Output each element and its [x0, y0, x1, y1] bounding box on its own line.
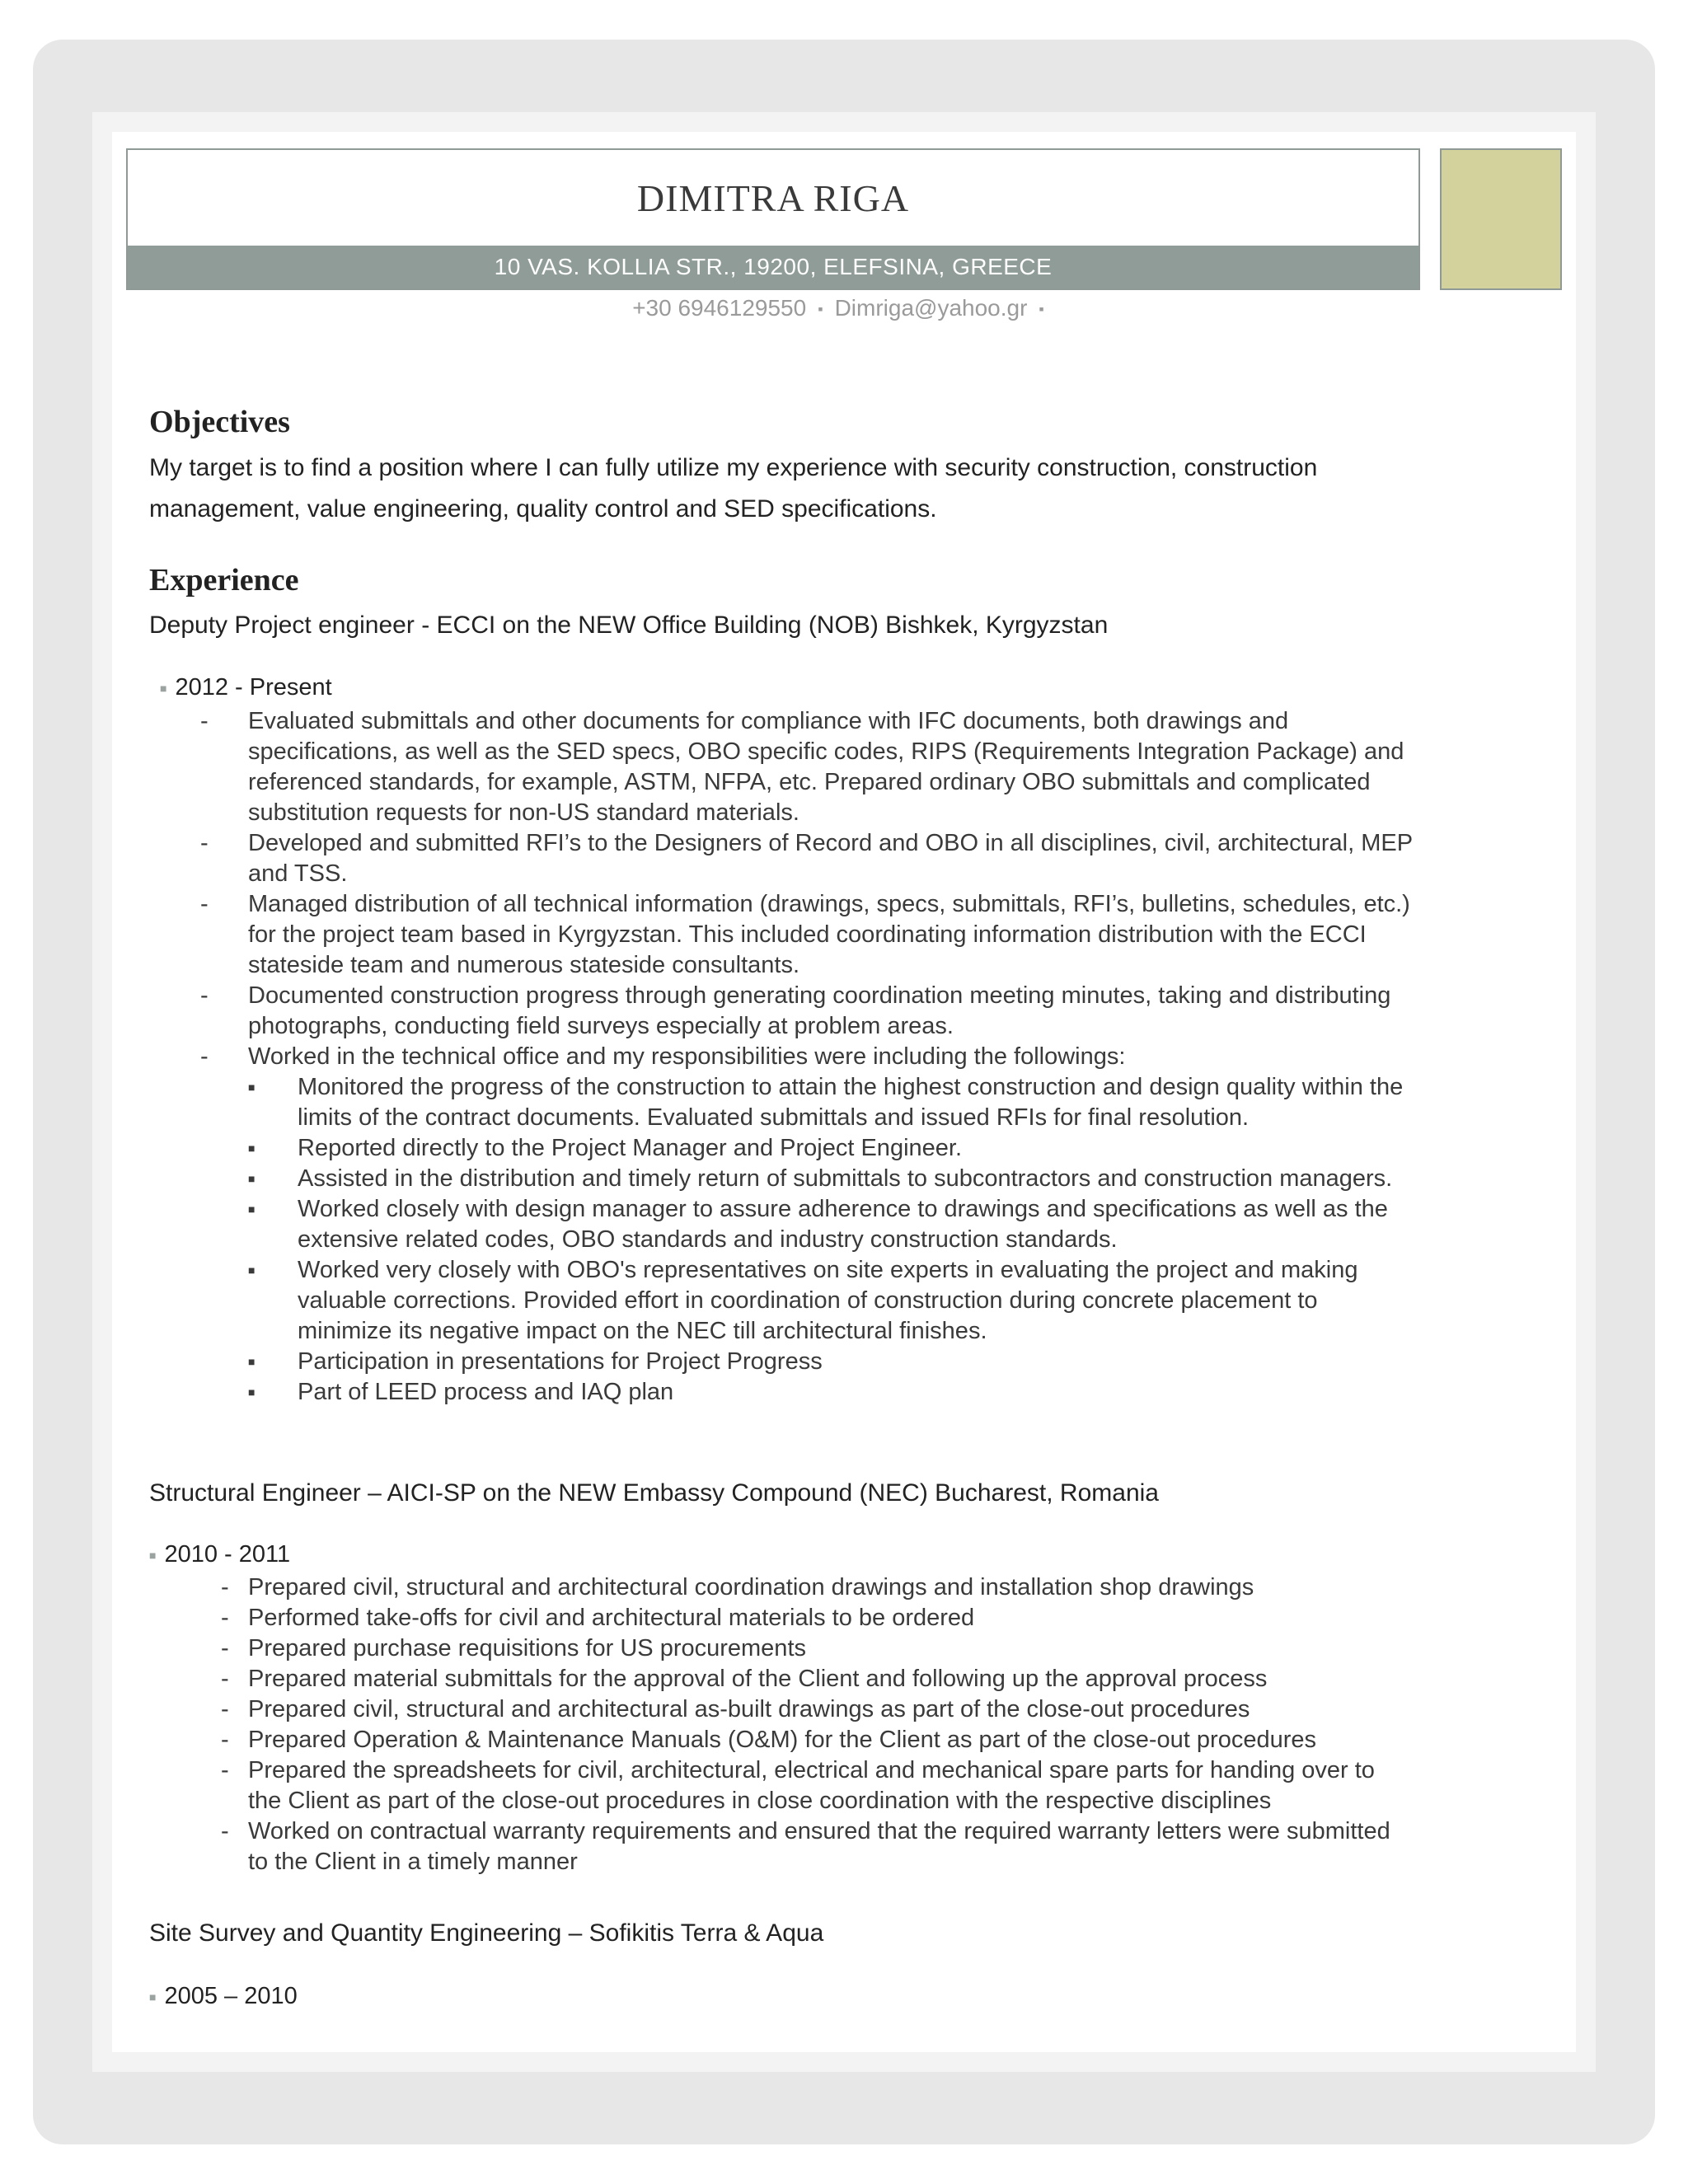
list-item-line: valuable corrections. Provided effort in coordination of construction during concrete placement to [298, 1287, 1318, 1314]
list-item-line: Prepared the spreadsheets for civil, architectural, electrical and mechanical spare parts for handing over to [248, 1757, 1375, 1783]
list-item-line: Worked in the technical office and my responsibilities were including the followings: [248, 1043, 1126, 1070]
list-item-line: extensive related codes, OBO standards and industry construction standards. [298, 1226, 1118, 1253]
square-bullet-icon: ■ [149, 1990, 157, 2004]
dash-marker-icon: - [221, 1696, 229, 1722]
list-item [248, 1255, 1583, 1347]
list-item-line: Monitored the progress of the construction to attain the highest construction and design quality within the [298, 1074, 1404, 1100]
list-item-line: for the project team based in Kyrgyzstan. This included coordinating information distribution with the ECCI [248, 921, 1367, 948]
list-item [248, 1377, 1583, 1408]
list-item-line: Worked on contractual warranty requirements and ensured that the required warranty letters were submitted [248, 1818, 1390, 1844]
candidate-name: DIMITRA RIGA [636, 177, 910, 219]
list-item [221, 1725, 1583, 1755]
square-bullet-icon: ■ [248, 1263, 256, 1277]
address-bar: 10 VAS. KOLLIA STR., 19200, ELEFSINA, GREECE [128, 246, 1418, 288]
list-item [200, 889, 1583, 981]
list-item [221, 1755, 1583, 1816]
list-item [200, 828, 1583, 889]
dash-marker-icon: - [200, 891, 209, 917]
objectives-line: My target is to find a position where I can fully utilize my experience with security construction, construction [149, 454, 1318, 481]
list-item [221, 1633, 1583, 1664]
square-bullet-icon: ■ [149, 1549, 157, 1563]
list-item-line: Documented construction progress through generating coordination meeting minutes, taking and distributing [248, 982, 1391, 1009]
list-item-line: Worked closely with design manager to assure adherence to drawings and specifications as well as the [298, 1196, 1388, 1222]
dash-marker-icon: - [221, 1666, 229, 1692]
dash-marker-icon: - [221, 1605, 229, 1631]
list-item [248, 1072, 1583, 1133]
list-item-line: Worked very closely with OBO's representatives on site experts in evaluating the project and making [298, 1257, 1358, 1283]
list-item-line: Prepared civil, structural and architectural coordination drawings and installation shop drawings [248, 1574, 1254, 1601]
list-item [221, 1572, 1583, 1603]
dash-marker-icon: - [200, 1043, 209, 1070]
phone-number: +30 6946129550 [632, 295, 807, 321]
objectives-text [149, 448, 1317, 530]
list-item-line: Prepared material submittals for the approval of the Client and following up the approval process [248, 1666, 1268, 1692]
list-item-line: Part of LEED process and IAQ plan [298, 1379, 674, 1405]
list-item-line: the Client as part of the close-out procedures in close coordination with the respective disciplines [248, 1788, 1272, 1814]
square-bullet-icon: ■ [248, 1080, 256, 1094]
list-item-line: Reported directly to the Project Manager and Project Engineer. [298, 1135, 963, 1161]
list-item [200, 1042, 1583, 1072]
list-item [248, 1194, 1583, 1255]
list-item-line: Managed distribution of all technical information (drawings, specs, submittals, RFI’s, bulletins, schedules, etc.) [248, 891, 1410, 917]
dash-marker-icon: - [221, 1635, 229, 1661]
dash-marker-icon: - [200, 982, 209, 1009]
list-item-line: Prepared purchase requisitions for US procurements [248, 1635, 806, 1661]
list-item-line: and TSS. [248, 860, 348, 887]
list-item-line: Participation in presentations for Project Progress [298, 1348, 823, 1375]
list-item [221, 1816, 1583, 1877]
contact-line [0, 295, 1688, 321]
accent-box [1440, 148, 1562, 290]
list-item [200, 706, 1583, 828]
separator-icon: ▪ [818, 301, 823, 318]
dash-marker-icon: - [221, 1574, 229, 1601]
list-item [221, 1603, 1583, 1633]
list-item-line: stateside team and numerous stateside consultants. [248, 952, 799, 978]
dash-marker-icon: - [200, 830, 209, 856]
dash-marker-icon: - [221, 1757, 229, 1783]
list-item-line: Assisted in the distribution and timely return of submittals to subcontractors and construction managers. [298, 1165, 1393, 1192]
email-address: Dimriga@yahoo.gr [834, 295, 1028, 321]
list-item-line: Performed take-offs for civil and architectural materials to be ordered [248, 1605, 975, 1631]
list-item [221, 1694, 1583, 1725]
job-duties-list [200, 706, 1583, 1408]
list-item-line: Prepared civil, structural and architectural as-built drawings as part of the close-out procedures [248, 1696, 1250, 1722]
list-item-line: specifications, as well as the SED specs, OBO specific codes, RIPS (Requirements Integration Package) and [248, 738, 1404, 765]
square-bullet-icon: ■ [248, 1385, 256, 1399]
square-bullet-icon: ■ [248, 1355, 256, 1368]
name-header-box [126, 148, 1420, 290]
job-title: Structural Engineer – AICI-SP on the NEW Embassy Compound (NEC) Bucharest, Romania [149, 1479, 1159, 1507]
experience-heading: Experience [149, 563, 299, 598]
dash-marker-icon: - [200, 708, 209, 734]
list-item-line: to the Client in a timely manner [248, 1849, 578, 1875]
list-item [248, 1164, 1583, 1194]
square-bullet-icon: ■ [248, 1202, 256, 1216]
objectives-line: management, value engineering, quality control and SED specifications. [149, 495, 937, 523]
job-title: Site Survey and Quantity Engineering – Sofikitis Terra & Aqua [149, 1919, 824, 1947]
list-item-line: substitution requests for non-US standard materials. [248, 799, 799, 826]
list-item-line: referenced standards, for example, ASTM, NFPA, etc. Prepared ordinary OBO submittals and complicated [248, 769, 1371, 795]
list-item [248, 1133, 1583, 1164]
job-dates: ■ 2012 - Present [160, 674, 332, 701]
list-item-line: minimize its negative impact on the NEC till architectural finishes. [298, 1318, 987, 1344]
job-duties-list [221, 1572, 1583, 1877]
list-item-line: Evaluated submittals and other documents for compliance with IFC documents, both drawings and [248, 708, 1289, 734]
list-item-line: Prepared Operation & Maintenance Manuals (O&M) for the Client as part of the close-out procedures [248, 1727, 1316, 1753]
list-item-line: Developed and submitted RFI’s to the Designers of Record and OBO in all disciplines, civil, architectural, MEP [248, 830, 1414, 856]
list-item [221, 1664, 1583, 1694]
square-bullet-icon: ■ [248, 1141, 256, 1155]
dash-marker-icon: - [221, 1818, 229, 1844]
job-dates: ■ 2010 - 2011 [149, 1541, 291, 1568]
square-bullet-icon: ■ [248, 1172, 256, 1185]
list-item [200, 981, 1583, 1042]
square-bullet-icon: ■ [160, 682, 167, 696]
list-item-line: photographs, conducting field surveys especially at problem areas. [248, 1013, 954, 1039]
list-item-line: limits of the contract documents. Evaluated submittals and issued RFIs for final resolution. [298, 1104, 1250, 1131]
separator-icon: ▪ [1039, 301, 1044, 318]
dash-marker-icon: - [221, 1727, 229, 1753]
job-title: Deputy Project engineer - ECCI on the NEW Office Building (NOB) Bishkek, Kyrgyzstan [149, 612, 1109, 639]
objectives-heading: Objectives [149, 405, 290, 439]
list-item [248, 1347, 1583, 1377]
job-dates: ■ 2005 – 2010 [149, 1983, 298, 2009]
